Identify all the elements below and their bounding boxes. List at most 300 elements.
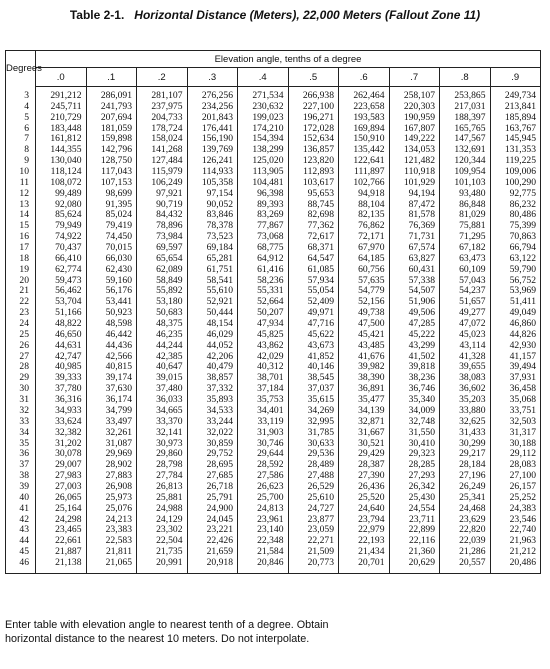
- distance-cell: 110,918: [389, 167, 440, 178]
- distance-cell: 20,846: [238, 558, 289, 573]
- distance-cell: 72,171: [339, 232, 390, 243]
- distance-cell: 123,820: [288, 156, 339, 167]
- degree-cell: 30: [6, 384, 36, 395]
- distance-cell: 22,426: [187, 536, 238, 547]
- distance-cell: 24,640: [339, 504, 390, 515]
- distance-cell: 286,091: [86, 87, 137, 102]
- distance-cell: 42,029: [238, 352, 289, 363]
- distance-cell: 57,934: [288, 276, 339, 287]
- distance-cell: 29,429: [339, 449, 390, 460]
- distance-cell: 43,673: [288, 341, 339, 352]
- distance-cell: 73,523: [187, 232, 238, 243]
- table-row: [6, 428, 541, 439]
- degree-cell: 38: [6, 471, 36, 482]
- distance-cell: 40,479: [187, 362, 238, 373]
- distance-cell: 60,756: [339, 265, 390, 276]
- distance-cell: 134,053: [389, 145, 440, 156]
- distance-cell: 42,566: [86, 352, 137, 363]
- distance-cell: 23,794: [339, 515, 390, 526]
- distance-cell: 48,375: [137, 319, 188, 330]
- distance-cell: 67,970: [339, 243, 390, 254]
- degree-cell: 34: [6, 428, 36, 439]
- distance-cell: 29,644: [238, 449, 289, 460]
- column-header: .5: [288, 68, 339, 87]
- distance-cell: 135,442: [339, 145, 390, 156]
- distance-cell: 27,488: [288, 471, 339, 482]
- distance-cell: 27,586: [238, 471, 289, 482]
- distance-cell: 38,390: [339, 373, 390, 384]
- table-number: Table 2-1.: [69, 8, 125, 22]
- distance-cell: 48,598: [86, 319, 137, 330]
- distance-cell: 38,236: [389, 373, 440, 384]
- distance-cell: 24,468: [440, 504, 491, 515]
- distance-cell: 23,465: [36, 525, 87, 536]
- distance-cell: 21,659: [187, 547, 238, 558]
- distance-cell: 178,724: [137, 124, 188, 135]
- distance-cell: 55,054: [288, 286, 339, 297]
- distance-cell: 41,157: [490, 352, 541, 363]
- distance-cell: 64,547: [288, 254, 339, 265]
- distance-cell: 29,323: [389, 449, 440, 460]
- distance-cell: 101,103: [440, 178, 491, 189]
- degree-cell: 41: [6, 504, 36, 515]
- distance-cell: 120,344: [440, 156, 491, 167]
- distance-cell: 149,222: [389, 134, 440, 145]
- distance-cell: 107,153: [86, 178, 137, 189]
- distance-cell: 20,486: [490, 558, 541, 573]
- distance-cell: 34,139: [339, 406, 390, 417]
- distance-cell: 67,182: [440, 243, 491, 254]
- distance-cell: 59,473: [36, 276, 87, 287]
- distance-cell: 55,610: [187, 286, 238, 297]
- distance-cell: 174,210: [238, 124, 289, 135]
- distance-cell: 63,827: [389, 254, 440, 265]
- degree-cell: 45: [6, 547, 36, 558]
- degree-cell: 28: [6, 362, 36, 373]
- distance-cell: 25,700: [238, 493, 289, 504]
- distance-cell: 20,918: [187, 558, 238, 573]
- distance-cell: 217,031: [440, 102, 491, 113]
- table-title: [0, 8, 550, 22]
- distance-cell: 227,100: [288, 102, 339, 113]
- distance-cell: 62,774: [36, 265, 87, 276]
- distance-cell: 39,818: [389, 362, 440, 373]
- distance-cell: 34,665: [137, 406, 188, 417]
- distance-cell: 27,784: [137, 471, 188, 482]
- distance-cell: 185,894: [490, 113, 541, 124]
- distance-cell: 27,983: [36, 471, 87, 482]
- degree-cell: 21: [6, 286, 36, 297]
- distance-cell: 37,780: [36, 384, 87, 395]
- distance-cell: 31,550: [389, 428, 440, 439]
- distance-cell: 150,910: [339, 134, 390, 145]
- distance-cell: 42,930: [490, 341, 541, 352]
- distance-cell: 27,390: [339, 471, 390, 482]
- distance-cell: 32,871: [339, 417, 390, 428]
- table-row: [6, 558, 541, 573]
- distance-cell: 40,815: [86, 362, 137, 373]
- distance-cell: 32,022: [187, 428, 238, 439]
- distance-cell: 25,791: [187, 493, 238, 504]
- distance-cell: 33,624: [36, 417, 87, 428]
- distance-cell: 118,124: [36, 167, 87, 178]
- distance-cell: 30,746: [238, 439, 289, 450]
- distance-cell: 24,213: [86, 515, 137, 526]
- distance-cell: 122,641: [339, 156, 390, 167]
- distance-cell: 21,584: [238, 547, 289, 558]
- degree-cell: 7: [6, 134, 36, 145]
- column-header: .3: [187, 68, 238, 87]
- distance-cell: 54,779: [339, 286, 390, 297]
- distance-cell: 22,899: [389, 525, 440, 536]
- distance-cell: 193,583: [339, 113, 390, 124]
- distance-cell: 163,767: [490, 124, 541, 135]
- distance-cell: 121,482: [389, 156, 440, 167]
- distance-cell: 253,865: [440, 87, 491, 102]
- degree-cell: 29: [6, 373, 36, 384]
- distance-cell: 21,286: [440, 547, 491, 558]
- degree-cell: 11: [6, 178, 36, 189]
- distance-cell: 21,212: [490, 547, 541, 558]
- distance-cell: 36,458: [490, 384, 541, 395]
- distance-cell: 26,157: [490, 482, 541, 493]
- distance-cell: 26,529: [288, 482, 339, 493]
- distance-cell: 109,954: [440, 167, 491, 178]
- distance-cell: 30,859: [187, 439, 238, 450]
- distance-cell: 38,701: [238, 373, 289, 384]
- distance-cell: 24,554: [389, 504, 440, 515]
- distance-cell: 21,811: [86, 547, 137, 558]
- distance-cell: 37,931: [490, 373, 541, 384]
- distance-cell: 33,119: [238, 417, 289, 428]
- distance-cell: 46,860: [490, 319, 541, 330]
- distance-cell: 52,409: [288, 297, 339, 308]
- distance-cell: 37,184: [238, 384, 289, 395]
- distance-cell: 45,622: [288, 330, 339, 341]
- distance-cell: 88,745: [288, 200, 339, 211]
- column-header-row: [6, 68, 541, 87]
- distance-cell: 56,176: [86, 286, 137, 297]
- distance-cell: 50,444: [187, 308, 238, 319]
- distance-cell: 25,881: [137, 493, 188, 504]
- distance-cell: 81,578: [389, 210, 440, 221]
- distance-cell: 36,891: [339, 384, 390, 395]
- distance-cell: 72,617: [288, 232, 339, 243]
- distance-cell: 36,602: [440, 384, 491, 395]
- distance-cell: 26,436: [339, 482, 390, 493]
- distance-cell: 75,399: [490, 221, 541, 232]
- distance-cell: 20,773: [288, 558, 339, 573]
- distance-cell: 61,085: [288, 265, 339, 276]
- distance-cell: 49,506: [389, 308, 440, 319]
- distance-cell: 43,299: [389, 341, 440, 352]
- degree-cell: 3: [6, 87, 36, 102]
- distance-cell: 22,348: [238, 536, 289, 547]
- distance-cell: 36,174: [86, 395, 137, 406]
- distance-cell: 92,080: [36, 200, 87, 211]
- distance-cell: 41,852: [288, 352, 339, 363]
- distance-cell: 53,180: [137, 297, 188, 308]
- distance-cell: 27,293: [389, 471, 440, 482]
- degree-cell: 20: [6, 276, 36, 287]
- distance-cell: 21,887: [36, 547, 87, 558]
- distance-cell: 60,109: [440, 265, 491, 276]
- distance-cell: 169,894: [339, 124, 390, 135]
- distance-cell: 58,849: [137, 276, 188, 287]
- distance-cell: 23,059: [288, 525, 339, 536]
- distance-cell: 30,299: [440, 439, 491, 450]
- distance-cell: 43,114: [440, 341, 491, 352]
- table-body: [6, 87, 541, 574]
- distance-cell: 45,023: [440, 330, 491, 341]
- distance-cell: 55,331: [238, 286, 289, 297]
- distance-cell: 30,521: [339, 439, 390, 450]
- distance-cell: 39,174: [86, 373, 137, 384]
- degree-cell: 24: [6, 319, 36, 330]
- distance-cell: 66,410: [36, 254, 87, 265]
- distance-cell: 46,029: [187, 330, 238, 341]
- distance-cell: 42,747: [36, 352, 87, 363]
- distance-cell: 21,963: [490, 536, 541, 547]
- distance-cell: 223,658: [339, 102, 390, 113]
- distance-cell: 61,751: [187, 265, 238, 276]
- distance-cell: 99,489: [36, 189, 87, 200]
- column-header: .8: [440, 68, 491, 87]
- distance-cell: 50,207: [238, 308, 289, 319]
- distance-cell: 28,285: [389, 460, 440, 471]
- distance-cell: 23,383: [86, 525, 137, 536]
- distance-cell: 54,237: [440, 286, 491, 297]
- distance-cell: 128,750: [86, 156, 137, 167]
- distance-cell: 57,635: [339, 276, 390, 287]
- degree-cell: 23: [6, 308, 36, 319]
- distance-cell: 68,775: [238, 243, 289, 254]
- distance-cell: 34,533: [187, 406, 238, 417]
- distance-cell: 24,813: [238, 504, 289, 515]
- degree-cell: 25: [6, 330, 36, 341]
- distance-cell: 28,489: [288, 460, 339, 471]
- distance-cell: 207,694: [86, 113, 137, 124]
- distance-cell: 154,394: [238, 134, 289, 145]
- distance-cell: 204,733: [137, 113, 188, 124]
- distance-cell: 39,015: [137, 373, 188, 384]
- distance-cell: 62,430: [86, 265, 137, 276]
- distance-cell: 26,065: [36, 493, 87, 504]
- distance-cell: 59,160: [86, 276, 137, 287]
- distance-cell: 181,059: [86, 124, 137, 135]
- distance-cell: 74,450: [86, 232, 137, 243]
- distance-cell: 46,442: [86, 330, 137, 341]
- distance-cell: 64,912: [238, 254, 289, 265]
- distance-cell: 101,929: [389, 178, 440, 189]
- table-row: [6, 504, 541, 515]
- distance-cell: 26,623: [238, 482, 289, 493]
- distance-cell: 112,893: [288, 167, 339, 178]
- distance-cell: 55,892: [137, 286, 188, 297]
- distance-cell: 24,727: [288, 504, 339, 515]
- distance-cell: 44,631: [36, 341, 87, 352]
- distance-cell: 29,969: [86, 449, 137, 460]
- distance-cell: 43,485: [339, 341, 390, 352]
- distance-cell: 27,685: [187, 471, 238, 482]
- distance-cell: 56,752: [490, 276, 541, 287]
- distance-cell: 34,401: [238, 406, 289, 417]
- distance-cell: 36,033: [137, 395, 188, 406]
- distance-cell: 22,039: [440, 536, 491, 547]
- distance-cell: 44,244: [137, 341, 188, 352]
- distance-cell: 70,437: [36, 243, 87, 254]
- distance-cell: 159,898: [86, 134, 137, 145]
- distance-cell: 82,698: [288, 210, 339, 221]
- distance-cell: 125,020: [238, 156, 289, 167]
- distance-cell: 78,896: [137, 221, 188, 232]
- distance-cell: 28,695: [187, 460, 238, 471]
- column-header: .4: [238, 68, 289, 87]
- degree-cell: 40: [6, 493, 36, 504]
- distance-cell: 109,006: [490, 167, 541, 178]
- degree-cell: 10: [6, 167, 36, 178]
- distance-cell: 22,271: [288, 536, 339, 547]
- distance-cell: 57,338: [389, 276, 440, 287]
- distance-cell: 85,624: [36, 210, 87, 221]
- distance-cell: 66,030: [86, 254, 137, 265]
- distance-cell: 22,661: [36, 536, 87, 547]
- distance-cell: 78,378: [187, 221, 238, 232]
- distance-cell: 53,441: [86, 297, 137, 308]
- distance-cell: 81,029: [440, 210, 491, 221]
- distance-cell: 106,249: [137, 178, 188, 189]
- distance-cell: 23,961: [238, 515, 289, 526]
- distance-cell: 28,387: [339, 460, 390, 471]
- distance-cell: 73,984: [137, 232, 188, 243]
- distance-cell: 26,342: [389, 482, 440, 493]
- distance-cell: 24,298: [36, 515, 87, 526]
- distance-table: [5, 50, 541, 574]
- distance-cell: 86,232: [490, 200, 541, 211]
- degree-cell: 33: [6, 417, 36, 428]
- distance-cell: 20,557: [440, 558, 491, 573]
- degree-cell: 44: [6, 536, 36, 547]
- distance-cell: 139,769: [187, 145, 238, 156]
- distance-cell: 21,065: [86, 558, 137, 573]
- distance-cell: 74,922: [36, 232, 87, 243]
- distance-cell: 48,154: [187, 319, 238, 330]
- degree-cell: 4: [6, 102, 36, 113]
- distance-cell: 30,188: [490, 439, 541, 450]
- distance-cell: 23,711: [389, 515, 440, 526]
- distance-cell: 83,269: [238, 210, 289, 221]
- distance-cell: 32,503: [490, 417, 541, 428]
- distance-cell: 29,217: [440, 449, 491, 460]
- distance-cell: 114,933: [187, 167, 238, 178]
- distance-cell: 88,104: [339, 200, 390, 211]
- distance-cell: 25,973: [86, 493, 137, 504]
- distance-cell: 84,432: [137, 210, 188, 221]
- distance-cell: 29,112: [490, 449, 541, 460]
- degree-cell: 31: [6, 395, 36, 406]
- distance-cell: 54,507: [389, 286, 440, 297]
- table-row: [6, 189, 541, 200]
- distance-cell: 27,100: [490, 471, 541, 482]
- distance-cell: 45,421: [339, 330, 390, 341]
- distance-cell: 21,735: [137, 547, 188, 558]
- distance-cell: 32,995: [288, 417, 339, 428]
- distance-cell: 31,317: [490, 428, 541, 439]
- distance-cell: 94,918: [339, 189, 390, 200]
- distance-cell: 126,241: [187, 156, 238, 167]
- distance-cell: 158,024: [137, 134, 188, 145]
- distance-cell: 24,383: [490, 504, 541, 515]
- degree-cell: 14: [6, 210, 36, 221]
- degree-cell: 17: [6, 243, 36, 254]
- distance-cell: 75,881: [440, 221, 491, 232]
- distance-cell: 31,785: [288, 428, 339, 439]
- distance-cell: 95,653: [288, 189, 339, 200]
- distance-cell: 50,683: [137, 308, 188, 319]
- distance-cell: 42,206: [187, 352, 238, 363]
- distance-cell: 30,078: [36, 449, 87, 460]
- distance-cell: 29,536: [288, 449, 339, 460]
- distance-cell: 65,654: [137, 254, 188, 265]
- distance-cell: 271,534: [238, 87, 289, 102]
- distance-cell: 152,634: [288, 134, 339, 145]
- distance-cell: 28,902: [86, 460, 137, 471]
- distance-cell: 220,303: [389, 102, 440, 113]
- distance-cell: 41,502: [389, 352, 440, 363]
- distance-cell: 45,825: [238, 330, 289, 341]
- distance-cell: 31,903: [238, 428, 289, 439]
- distance-cell: 144,355: [36, 145, 87, 156]
- degree-cell: 35: [6, 439, 36, 450]
- distance-cell: 281,107: [137, 87, 188, 102]
- distance-cell: 44,826: [490, 330, 541, 341]
- distance-cell: 28,184: [440, 460, 491, 471]
- distance-cell: 79,419: [86, 221, 137, 232]
- distance-cell: 25,252: [490, 493, 541, 504]
- distance-cell: 32,382: [36, 428, 87, 439]
- distance-cell: 23,877: [288, 515, 339, 526]
- distance-cell: 22,740: [490, 525, 541, 536]
- distance-cell: 44,436: [86, 341, 137, 352]
- distance-cell: 25,076: [86, 504, 137, 515]
- distance-cell: 230,632: [238, 102, 289, 113]
- distance-cell: 83,846: [187, 210, 238, 221]
- distance-cell: 27,003: [36, 482, 87, 493]
- distance-cell: 96,398: [238, 189, 289, 200]
- distance-cell: 47,500: [339, 319, 390, 330]
- distance-cell: 39,333: [36, 373, 87, 384]
- distance-cell: 199,023: [238, 113, 289, 124]
- distance-cell: 145,945: [490, 134, 541, 145]
- distance-cell: 26,249: [440, 482, 491, 493]
- distance-cell: 34,269: [288, 406, 339, 417]
- distance-cell: 262,464: [339, 87, 390, 102]
- distance-cell: 40,312: [238, 362, 289, 373]
- distance-cell: 56,462: [36, 286, 87, 297]
- table-note: Enter table with elevation angle to nearest tenth of a degree. Obtain horizontal distance to the nearest 10 meters. Do not interpolate.: [5, 619, 329, 645]
- distance-cell: 97,921: [137, 189, 188, 200]
- distance-cell: 51,906: [389, 297, 440, 308]
- degree-cell: 43: [6, 525, 36, 536]
- distance-cell: 127,484: [137, 156, 188, 167]
- distance-cell: 57,043: [440, 276, 491, 287]
- distance-cell: 156,190: [187, 134, 238, 145]
- distance-cell: 25,164: [36, 504, 87, 515]
- distance-cell: 33,751: [490, 406, 541, 417]
- distance-cell: 86,848: [440, 200, 491, 211]
- distance-cell: 71,295: [440, 232, 491, 243]
- distance-cell: 245,711: [36, 102, 87, 113]
